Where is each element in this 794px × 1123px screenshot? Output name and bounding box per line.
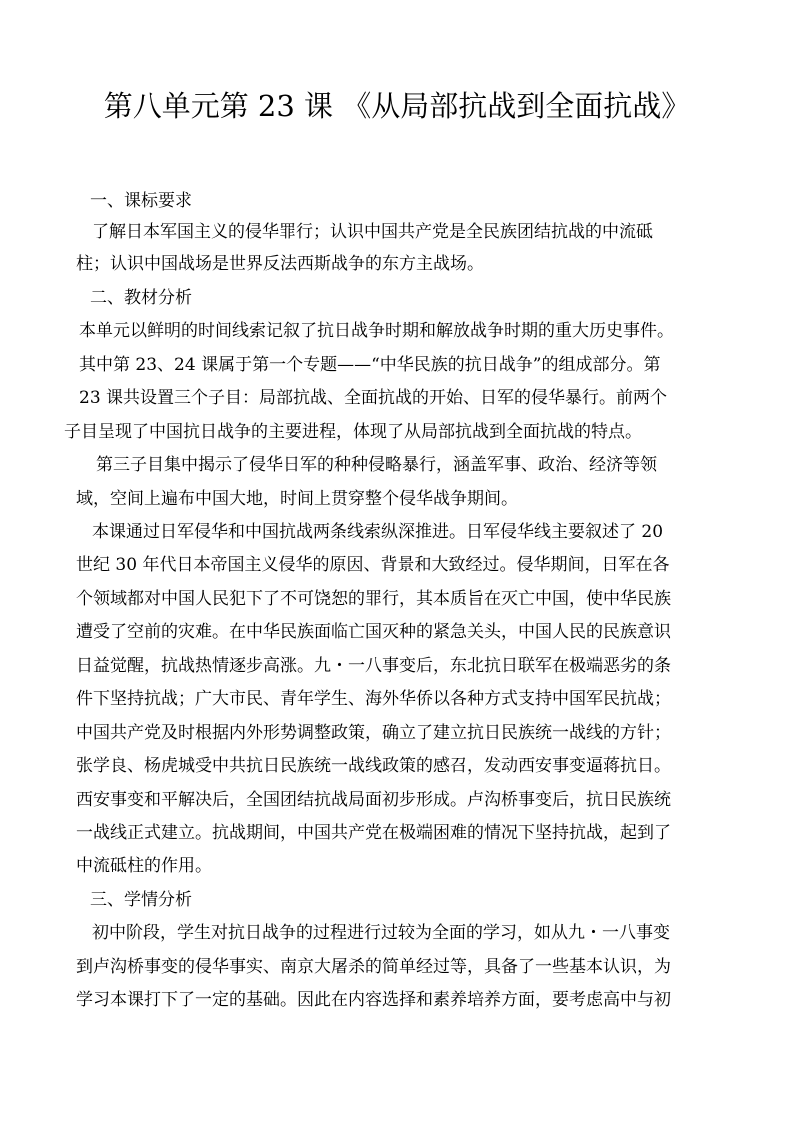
text-line: 域，空间上遍布中国大地，时间上贯穿整个侵华战争期间。: [76, 489, 518, 509]
section-heading-curriculum: 一、课标要求: [90, 191, 192, 211]
section-heading-textbook: 二、教材分析: [90, 288, 192, 308]
text-line: 学习本课打下了一定的基础。因此在内容选择和素养培养方面，要考虑高中与初: [76, 990, 671, 1010]
text-line: 到卢沟桥事变的侵华事实、南京大屠杀的简单经过等，具备了一些基本认识，为: [76, 957, 671, 977]
text-line: 件下坚持抗战；广大市民、青年学生、海外华侨以各种方式支持中国军民抗战；: [76, 689, 671, 709]
text-line: 柱；认识中国战场是世界反法西斯战争的东方主战场。: [76, 254, 484, 274]
text-line: 本单元以鲜明的时间线索记叙了抗日战争时期和解放战争时期的重大历史事件。: [79, 321, 674, 341]
text-line: 本课通过日军侵华和中国抗战两条线索纵深推进。日军侵华线主要叙述了 20: [92, 522, 664, 542]
text-line: 初中阶段，学生对抗日战争的过程进行过较为全面的学习，如从九・一八事变: [92, 923, 670, 943]
text-line: 23 课共设置三个子目：局部抗战、全面抗战的开始、日军的侵华暴行。前两个: [79, 388, 668, 408]
text-line: 张学良、杨虎城受中共抗日民族统一战线政策的感召，发动西安事变逼蒋抗日。: [76, 756, 671, 776]
text-line: 遭受了空前的灾难。在中华民族面临亡国灭种的紧急关头，中国人民的民族意识: [76, 622, 671, 642]
text-line: 了解日本军国主义的侵华罪行；认识中国共产党是全民族团结抗战的中流砥: [92, 222, 653, 242]
text-line: 世纪 30 年代日本帝国主义侵华的原因、背景和大致经过。侵华期间，日军在各: [76, 555, 670, 575]
text-line: 西安事变和平解决后，全国团结抗战局面初步形成。卢沟桥事变后，抗日民族统: [76, 790, 671, 810]
page-title: 第八单元第 23 课 《从局部抗战到全面抗战》: [103, 89, 691, 123]
text-line: 第三子目集中揭示了侵华日军的种种侵略暴行，涵盖军事、政治、经济等领: [96, 455, 657, 475]
text-line: 一战线正式建立。抗战期间，中国共产党在极端困难的情况下坚持抗战，起到了: [76, 823, 671, 843]
text-line: 子目呈现了中国抗日战争的主要进程，体现了从局部抗战到全面抗战的特点。: [64, 422, 642, 442]
text-line: 中国共产党及时根据内外形势调整政策，确立了建立抗日民族统一战线的方针；: [76, 723, 671, 743]
section-heading-students: 三、学情分析: [90, 890, 192, 910]
text-line: 其中第 23、24 课属于第一个专题——“中华民族的抗日战争”的组成部分。第: [79, 355, 661, 375]
text-line: 日益觉醒，抗战热情逐步高涨。九・一八事变后，东北抗日联军在极端恶劣的条: [76, 656, 671, 676]
text-line: 个领域都对中国人民犯下了不可饶恕的罪行，其本质旨在灭亡中国，使中华民族: [76, 589, 671, 609]
text-line: 中流砥柱的作用。: [76, 856, 212, 876]
